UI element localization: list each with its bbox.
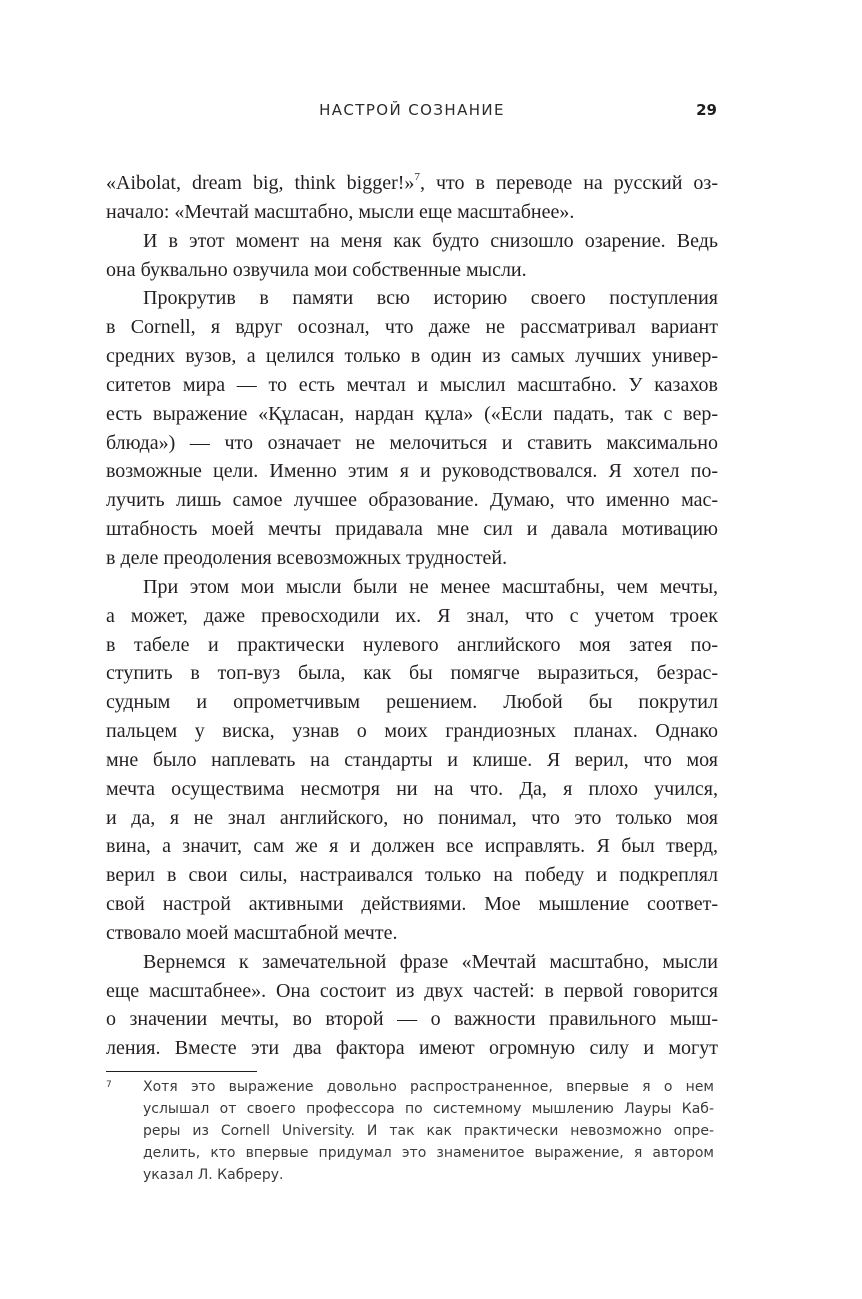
text-line: вина, а значит, сам же я и должен все исправлять. Я был тверд,	[106, 835, 718, 858]
text-line: мечта осуществима несмотря ни на что. Да, я плохо учился,	[106, 777, 718, 800]
text-line: свой настрой активными действиями. Мое мышление соответ-	[106, 893, 718, 916]
footnote-line: делить, кто впервые придумал это знаменитое выражение, я автором	[143, 1145, 714, 1161]
text-line: средних вузов, а целился только в один из самых лучших универ-	[106, 345, 718, 368]
page-number: 29	[696, 101, 717, 119]
footnote-divider	[106, 1071, 257, 1072]
text-line: в табеле и практически нулевого английского моя затея по-	[106, 633, 718, 656]
text-line: возможные цели. Именно этим я и руководствовался. Я хотел по-	[106, 460, 718, 483]
text-line: о значении мечты, во второй — о важности правильного мыш-	[106, 1008, 718, 1031]
text-line: в Cornell, я вдруг осознал, что даже не рассматривал вариант	[106, 316, 718, 339]
text-line: ступить в топ-вуз была, как бы помягче выразиться, безрас-	[106, 662, 718, 685]
text-line: пальцем у виска, узнав о моих грандиозных планах. Однако	[106, 720, 718, 743]
text-line: верил в свои силы, настраивался только на победу и подкреплял	[106, 864, 718, 887]
footnote-line: реры из Cornell University. И так как практически невозможно опре-	[143, 1123, 714, 1139]
text-line: а может, даже превосходили их. Я знал, что с учетом троек	[106, 604, 718, 627]
text-line: она буквально озвучила мои собственные мысли.	[106, 258, 527, 281]
text-line: в деле преодоления всевозможных трудностей.	[106, 546, 508, 569]
footnote-reference: 7	[414, 171, 420, 183]
text-fragment: , что в переводе на русский оз-	[419, 172, 718, 194]
text-line: ствовало моей масштабной мечте.	[106, 921, 398, 944]
running-title: НАСТРОЙ СОЗНАНИЕ	[319, 101, 505, 119]
running-head	[0, 99, 862, 123]
text-line: Вернемся к замечательной фразе «Мечтай масштабно, мысли	[143, 950, 718, 973]
text-line	[106, 169, 718, 198]
text-line: ления. Вместе эти два фактора имеют огромную силу и могут	[106, 1037, 718, 1060]
body-text	[106, 169, 718, 1063]
quote-text: «Aibolat, dream big, think bigger!»	[106, 172, 415, 194]
text-line: начало: «Мечтай масштабно, мысли еще масштабнее».	[106, 200, 575, 223]
text-line: штабность моей мечты придавала мне сил и давала мотивацию	[106, 518, 718, 541]
text-line: ситетов мира — то есть мечтал и мыслил масштабно. У казахов	[106, 373, 718, 396]
text-line: мне было наплевать на стандарты и клише. Я верил, что моя	[106, 748, 718, 771]
footnote-marker: 7	[106, 1080, 112, 1090]
text-line: лучить лишь самое лучшее образование. Думаю, что именно мас-	[106, 489, 718, 512]
text-line: судным и опрометчивым решением. Любой бы покрутил	[106, 691, 718, 714]
text-line: и да, я не знал английского, но понимал, что это только моя	[106, 806, 718, 829]
text-line: блюда») — что означает не мелочиться и ставить максимально	[106, 431, 718, 454]
footnote-text	[143, 1076, 714, 1186]
footnote-line: услышал от своего профессора по системному мышлению Лауры Каб-	[143, 1101, 714, 1117]
text-line: И в этот момент на меня как будто снизошло озарение. Ведь	[143, 229, 718, 252]
text-line: Прокрутив в памяти всю историю своего поступления	[143, 287, 718, 310]
text-line: еще масштабнее». Она состоит из двух частей: в первой говорится	[106, 979, 718, 1002]
text-line: есть выражение «Құласан, нардан құла» («Если падать, так с вер-	[106, 402, 718, 425]
footnote-line: указал Л. Кабреру.	[143, 1167, 284, 1183]
text-line: При этом мои мысли были не менее масштабны, чем мечты,	[143, 575, 718, 598]
footnote-line: Хотя это выражение довольно распространенное, впервые я о нем	[143, 1079, 714, 1095]
